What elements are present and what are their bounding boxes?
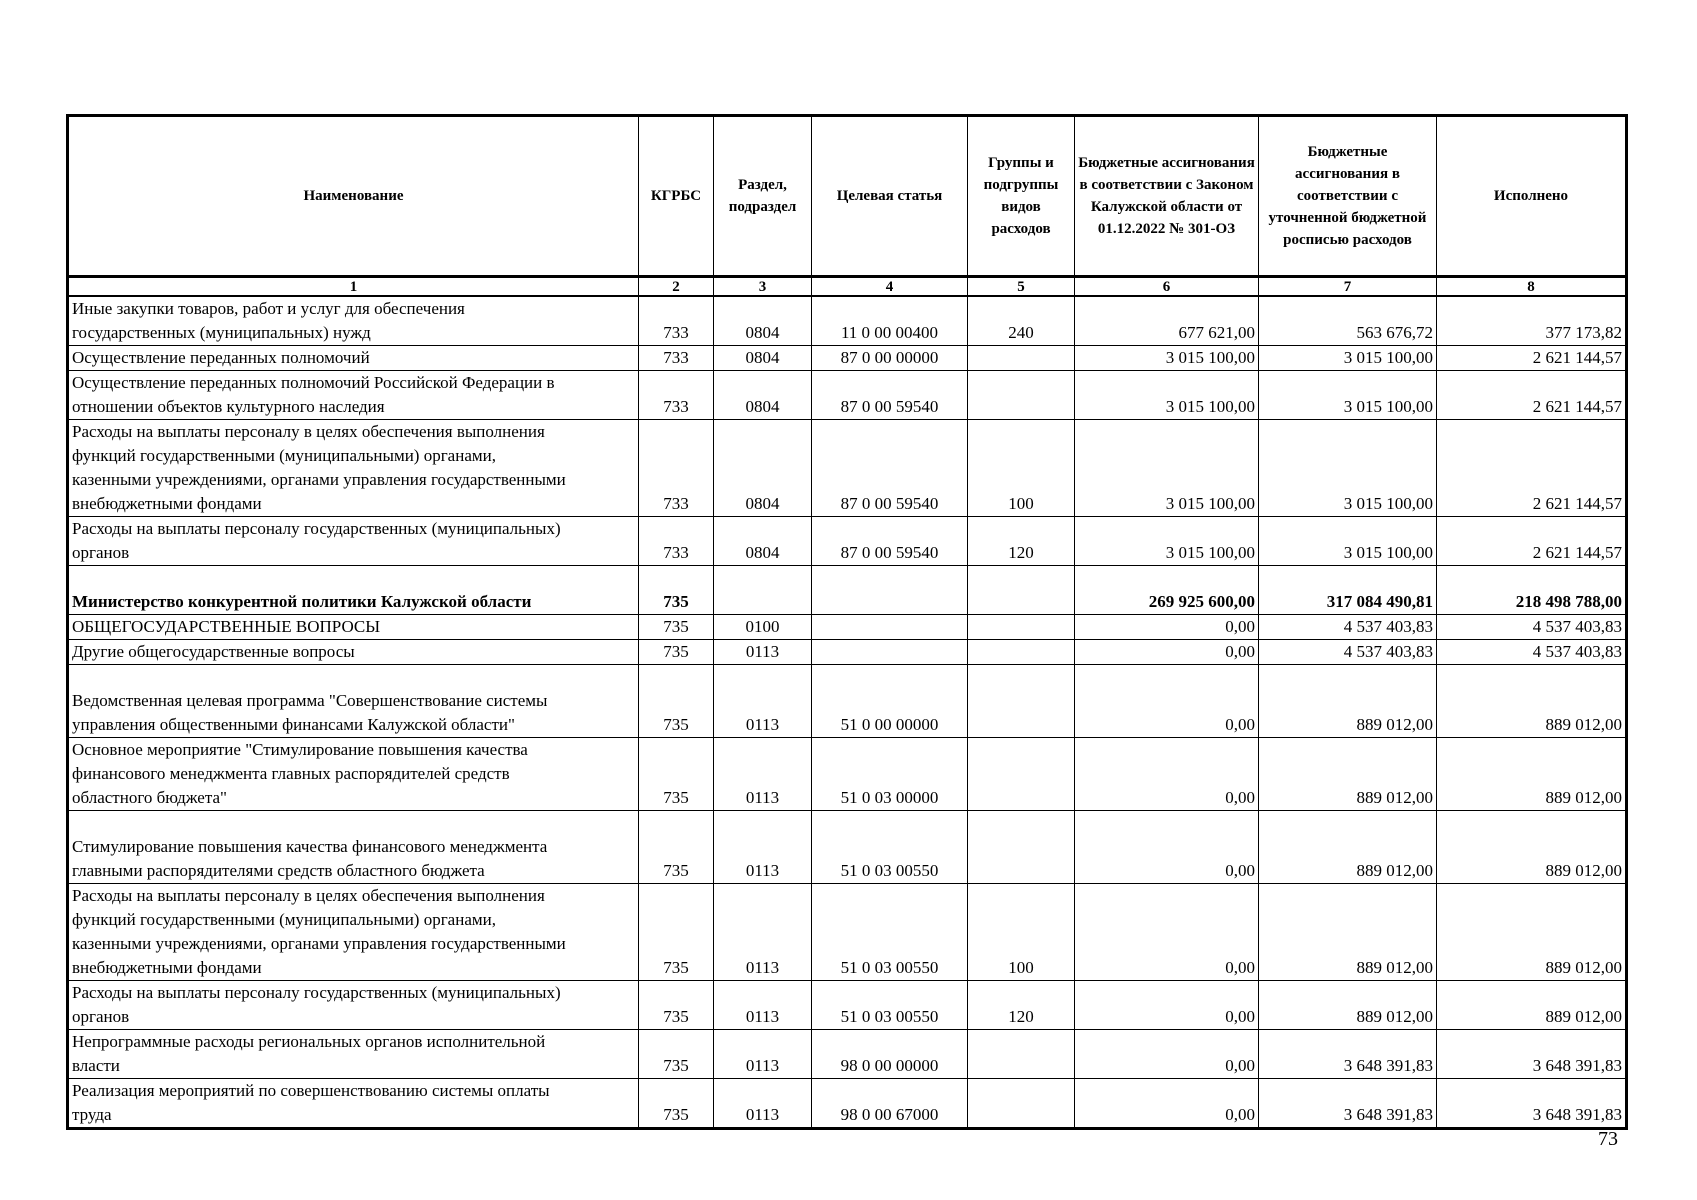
- row-executed: 4 537 403,83: [1437, 615, 1627, 640]
- row-refined-allocation: 4 537 403,83: [1259, 615, 1437, 640]
- row-name: Ведомственная целевая программа "Совершенствование системы управления общественными финансами Калужской области": [68, 665, 639, 738]
- row-name: Основное мероприятие "Стимулирование повышения качества финансового менеджмента главных распорядителей средств областного бюджета": [68, 738, 639, 811]
- row-expense-group: [968, 665, 1075, 738]
- row-name: Другие общегосударственные вопросы: [68, 640, 639, 665]
- row-kgrbs: 735: [639, 811, 714, 884]
- row-expense-group: 100: [968, 420, 1075, 517]
- row-law-allocation: 0,00: [1075, 884, 1259, 981]
- row-executed: 889 012,00: [1437, 811, 1627, 884]
- row-kgrbs: 735: [639, 615, 714, 640]
- row-expense-group: 100: [968, 884, 1075, 981]
- row-name: Расходы на выплаты персоналу в целях обеспечения выполнения функций государственными (муниципальными) органами, казенными учреждениями, органами управления государственными внебюджетными фондами: [68, 884, 639, 981]
- row-name: Расходы на выплаты персоналу государственных (муниципальных) органов: [68, 981, 639, 1030]
- row-section: 0113: [714, 665, 812, 738]
- row-target-article: 87 0 00 59540: [812, 517, 968, 566]
- row-expense-group: [968, 346, 1075, 371]
- table-row: [68, 517, 1627, 566]
- row-executed: 2 621 144,57: [1437, 371, 1627, 420]
- table-row: [68, 981, 1627, 1030]
- row-kgrbs: 733: [639, 371, 714, 420]
- row-kgrbs: 735: [639, 884, 714, 981]
- row-executed: 3 648 391,83: [1437, 1030, 1627, 1079]
- row-target-article: 98 0 00 00000: [812, 1030, 968, 1079]
- header-executed: Исполнено: [1437, 116, 1627, 277]
- row-law-allocation: 3 015 100,00: [1075, 517, 1259, 566]
- row-executed: 889 012,00: [1437, 981, 1627, 1030]
- table-row: [68, 1079, 1627, 1129]
- row-section: 0113: [714, 981, 812, 1030]
- row-kgrbs: 735: [639, 566, 714, 615]
- table-row: [68, 420, 1627, 517]
- row-law-allocation: 0,00: [1075, 811, 1259, 884]
- row-expense-group: 120: [968, 517, 1075, 566]
- row-section: 0113: [714, 1030, 812, 1079]
- row-expense-group: [968, 615, 1075, 640]
- row-target-article: 87 0 00 00000: [812, 346, 968, 371]
- column-number-row: [68, 277, 1627, 297]
- row-executed: 889 012,00: [1437, 884, 1627, 981]
- table-row: [68, 566, 1627, 615]
- row-executed: 4 537 403,83: [1437, 640, 1627, 665]
- row-refined-allocation: 889 012,00: [1259, 738, 1437, 811]
- row-law-allocation: 0,00: [1075, 1079, 1259, 1129]
- row-expense-group: 120: [968, 981, 1075, 1030]
- row-section: [714, 566, 812, 615]
- row-executed: 3 648 391,83: [1437, 1079, 1627, 1129]
- row-refined-allocation: 317 084 490,81: [1259, 566, 1437, 615]
- row-law-allocation: 3 015 100,00: [1075, 420, 1259, 517]
- column-number: 6: [1075, 277, 1259, 297]
- row-kgrbs: 735: [639, 1079, 714, 1129]
- row-target-article: 98 0 00 67000: [812, 1079, 968, 1129]
- table-row: [68, 738, 1627, 811]
- row-expense-group: [968, 811, 1075, 884]
- row-law-allocation: 269 925 600,00: [1075, 566, 1259, 615]
- row-target-article: [812, 566, 968, 615]
- header-kgrbs: КГРБС: [639, 116, 714, 277]
- header-law-allocations: Бюджетные ассигнования в соответствии с Законом Калужской области от 01.12.2022 № 301-ОЗ: [1075, 116, 1259, 277]
- table-row: [68, 640, 1627, 665]
- row-expense-group: [968, 371, 1075, 420]
- row-section: 0100: [714, 615, 812, 640]
- budget-table: [66, 114, 1628, 1130]
- column-number: 4: [812, 277, 968, 297]
- row-law-allocation: 0,00: [1075, 665, 1259, 738]
- row-name: Расходы на выплаты персоналу государственных (муниципальных) органов: [68, 517, 639, 566]
- row-section: 0804: [714, 371, 812, 420]
- row-kgrbs: 733: [639, 346, 714, 371]
- table-row: [68, 665, 1627, 738]
- row-name: Осуществление переданных полномочий Российской Федерации в отношении объектов культурного наследия: [68, 371, 639, 420]
- row-name: Расходы на выплаты персоналу в целях обеспечения выполнения функций государственными (муниципальными) органами, казенными учреждениями, органами управления государственными внебюджетными фондами: [68, 420, 639, 517]
- row-kgrbs: 735: [639, 738, 714, 811]
- row-target-article: 51 0 03 00550: [812, 981, 968, 1030]
- row-law-allocation: 0,00: [1075, 640, 1259, 665]
- row-law-allocation: 0,00: [1075, 981, 1259, 1030]
- row-section: 0804: [714, 346, 812, 371]
- row-section: 0113: [714, 811, 812, 884]
- header-target: Целевая статья: [812, 116, 968, 277]
- row-law-allocation: 0,00: [1075, 615, 1259, 640]
- row-name: ОБЩЕГОСУДАРСТВЕННЫЕ ВОПРОСЫ: [68, 615, 639, 640]
- page-number: 73: [1598, 1128, 1618, 1150]
- row-target-article: 51 0 03 00550: [812, 884, 968, 981]
- row-target-article: 51 0 00 00000: [812, 665, 968, 738]
- column-number: 5: [968, 277, 1075, 297]
- table-body: [68, 296, 1627, 1129]
- row-refined-allocation: 889 012,00: [1259, 665, 1437, 738]
- row-section: 0113: [714, 738, 812, 811]
- row-target-article: [812, 615, 968, 640]
- row-expense-group: [968, 738, 1075, 811]
- row-refined-allocation: 3 015 100,00: [1259, 371, 1437, 420]
- row-executed: 889 012,00: [1437, 665, 1627, 738]
- column-number: 7: [1259, 277, 1437, 297]
- column-number: 3: [714, 277, 812, 297]
- row-refined-allocation: 563 676,72: [1259, 296, 1437, 346]
- row-executed: 889 012,00: [1437, 738, 1627, 811]
- column-number: 8: [1437, 277, 1627, 297]
- row-refined-allocation: 889 012,00: [1259, 811, 1437, 884]
- row-refined-allocation: 889 012,00: [1259, 981, 1437, 1030]
- row-refined-allocation: 3 648 391,83: [1259, 1030, 1437, 1079]
- row-target-article: 51 0 03 00000: [812, 738, 968, 811]
- row-section: 0804: [714, 517, 812, 566]
- row-refined-allocation: 4 537 403,83: [1259, 640, 1437, 665]
- row-name: Осуществление переданных полномочий: [68, 346, 639, 371]
- row-executed: 218 498 788,00: [1437, 566, 1627, 615]
- row-target-article: [812, 640, 968, 665]
- row-law-allocation: 3 015 100,00: [1075, 371, 1259, 420]
- header-name: Наименование: [68, 116, 639, 277]
- row-target-article: 87 0 00 59540: [812, 420, 968, 517]
- row-law-allocation: 0,00: [1075, 1030, 1259, 1079]
- row-section: 0113: [714, 640, 812, 665]
- row-executed: 2 621 144,57: [1437, 346, 1627, 371]
- table-row: [68, 615, 1627, 640]
- row-expense-group: [968, 640, 1075, 665]
- row-kgrbs: 735: [639, 640, 714, 665]
- row-section: 0804: [714, 296, 812, 346]
- table-row: [68, 884, 1627, 981]
- row-executed: 377 173,82: [1437, 296, 1627, 346]
- row-executed: 2 621 144,57: [1437, 420, 1627, 517]
- row-section: 0804: [714, 420, 812, 517]
- table-row: [68, 371, 1627, 420]
- column-number: 2: [639, 277, 714, 297]
- row-kgrbs: 733: [639, 296, 714, 346]
- row-expense-group: 240: [968, 296, 1075, 346]
- row-section: 0113: [714, 884, 812, 981]
- row-law-allocation: 3 015 100,00: [1075, 346, 1259, 371]
- header-section: Раздел, подраздел: [714, 116, 812, 277]
- table-row: [68, 346, 1627, 371]
- row-name: Министерство конкурентной политики Калужской области: [68, 566, 639, 615]
- header-row: [68, 116, 1627, 277]
- row-refined-allocation: 3 648 391,83: [1259, 1079, 1437, 1129]
- row-law-allocation: 0,00: [1075, 738, 1259, 811]
- row-section: 0113: [714, 1079, 812, 1129]
- row-target-article: 11 0 00 00400: [812, 296, 968, 346]
- row-refined-allocation: 889 012,00: [1259, 884, 1437, 981]
- table-row: [68, 1030, 1627, 1079]
- table-row: [68, 296, 1627, 346]
- row-law-allocation: 677 621,00: [1075, 296, 1259, 346]
- header-group: Группы и подгруппы видов расходов: [968, 116, 1075, 277]
- row-executed: 2 621 144,57: [1437, 517, 1627, 566]
- table-row: [68, 811, 1627, 884]
- row-name: Иные закупки товаров, работ и услуг для обеспечения государственных (муниципальных) нужд: [68, 296, 639, 346]
- row-name: Стимулирование повышения качества финансового менеджмента главными распорядителями средств областного бюджета: [68, 811, 639, 884]
- row-name: Непрограммные расходы региональных органов исполнительной власти: [68, 1030, 639, 1079]
- row-expense-group: [968, 1079, 1075, 1129]
- row-name: Реализация мероприятий по совершенствованию системы оплаты труда: [68, 1079, 639, 1129]
- row-refined-allocation: 3 015 100,00: [1259, 517, 1437, 566]
- row-kgrbs: 735: [639, 665, 714, 738]
- row-expense-group: [968, 566, 1075, 615]
- row-target-article: 51 0 03 00550: [812, 811, 968, 884]
- row-kgrbs: 735: [639, 1030, 714, 1079]
- row-kgrbs: 733: [639, 517, 714, 566]
- row-kgrbs: 733: [639, 420, 714, 517]
- row-kgrbs: 735: [639, 981, 714, 1030]
- row-refined-allocation: 3 015 100,00: [1259, 346, 1437, 371]
- column-number: 1: [68, 277, 639, 297]
- row-target-article: 87 0 00 59540: [812, 371, 968, 420]
- header-refined-allocations: Бюджетные ассигнования в соответствии с уточненной бюджетной росписью расходов: [1259, 116, 1437, 277]
- row-expense-group: [968, 1030, 1075, 1079]
- row-refined-allocation: 3 015 100,00: [1259, 420, 1437, 517]
